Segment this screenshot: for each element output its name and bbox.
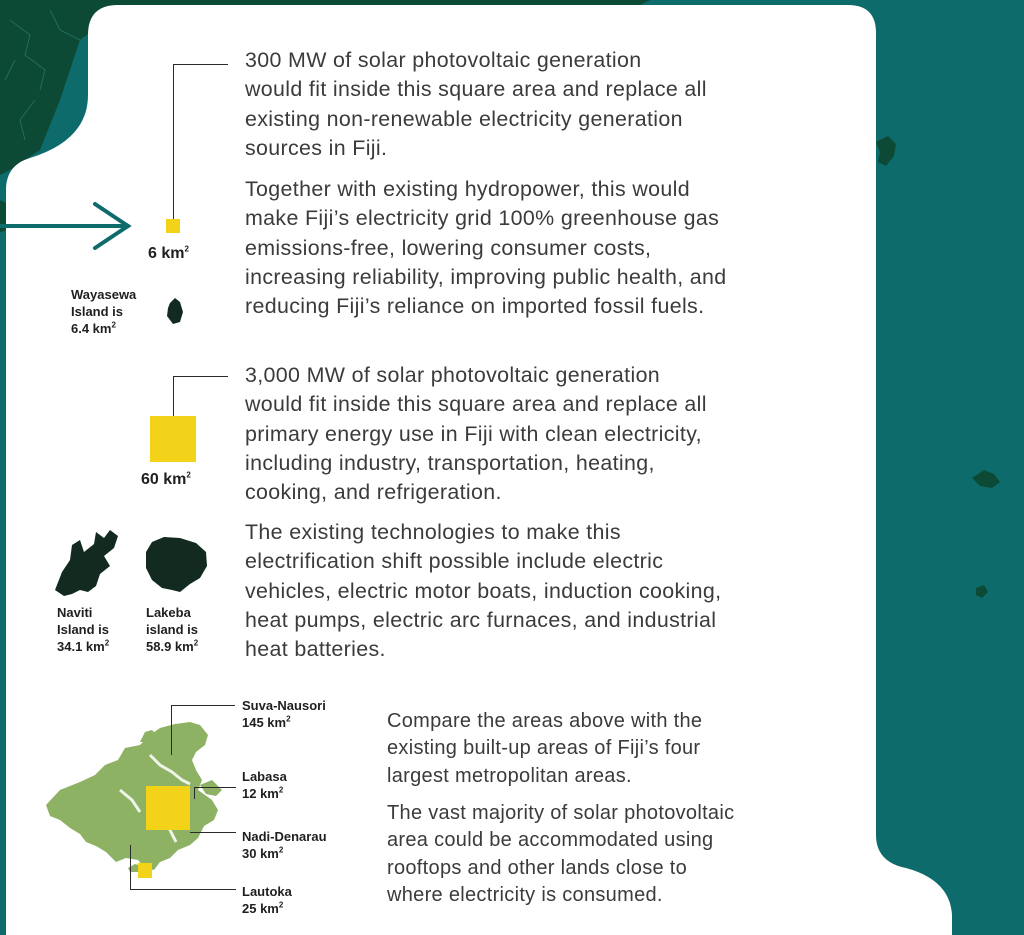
leader-line-6km-vertical — [173, 64, 174, 219]
leader-nadi-horizontal — [190, 832, 236, 833]
label-lakeba: Lakeba island is 58.9 $km^2$ — [146, 605, 199, 654]
label-nadi-denarau: Nadi-Denarau 30 $km^2$ — [242, 829, 327, 861]
label-naviti: Naviti Island is 34.1 $km^2$ — [57, 605, 110, 654]
label-suva-nausori: Suva-Nausori 145 $km^2$ — [242, 698, 326, 730]
leader-lautoka-horizontal — [130, 889, 236, 890]
paragraph-3000mw: 3,000 MW of solar photovoltaic generation would fit inside this square area and replace all primary energy use in Fiji with clean electricity, including industry, transportation, heating, cooking, and refrigeration. — [245, 363, 707, 505]
square-6km — [166, 219, 180, 233]
label-6km: 6 $km^2$ — [148, 244, 189, 262]
paragraph-hydropower: Together with existing hydropower, this would make Fiji’s electricity grid 100% greenhouse gas emissions-free, lowering consumer costs, increasing reliability, improving public health, and reducing Fiji’s reliance on imported fossil fuels. — [245, 177, 727, 319]
paragraph-rooftops: The vast majority of solar photovoltaic area could be accommodated using rooftops and other lands close to where electricity is consumed. — [387, 802, 735, 906]
label-wayasewa: Wayasewa Island is 6.4 $km^2$ — [71, 287, 137, 336]
paragraph-300mw: 300 MW of solar photovoltaic generation would fit inside this square area and replace all existing non-renewable electricity generation sources in Fiji. — [245, 48, 707, 160]
leader-lautoka-vertical — [130, 845, 131, 889]
label-lautoka: Lautoka 25 $km^2$ — [242, 884, 292, 916]
paragraph-technologies: The existing technologies to make this electrification shift possible include electric vehicles, electric motor boats, induction cooking, heat pumps, electric arc furnaces, and industrial heat batteries. — [245, 520, 722, 662]
square-suva-nausori — [146, 786, 190, 830]
leader-labasa-vertical — [194, 787, 195, 799]
leader-line-60km-horizontal — [173, 376, 228, 377]
leader-line-6km-horizontal — [173, 64, 228, 65]
paragraph-compare-areas: Compare the areas above with the existing built-up areas of Fiji’s four largest metropolitan areas. — [387, 710, 703, 787]
square-lautoka — [138, 863, 152, 878]
label-60km: 60 $km^2$ — [141, 470, 191, 488]
label-labasa: Labasa 12 $km^2$ — [242, 769, 287, 801]
leader-line-60km-vertical — [173, 376, 174, 416]
leader-suva-vertical — [171, 705, 172, 755]
leader-labasa-horizontal — [194, 787, 236, 788]
leader-suva-horizontal — [171, 705, 235, 706]
square-60km — [150, 416, 196, 462]
